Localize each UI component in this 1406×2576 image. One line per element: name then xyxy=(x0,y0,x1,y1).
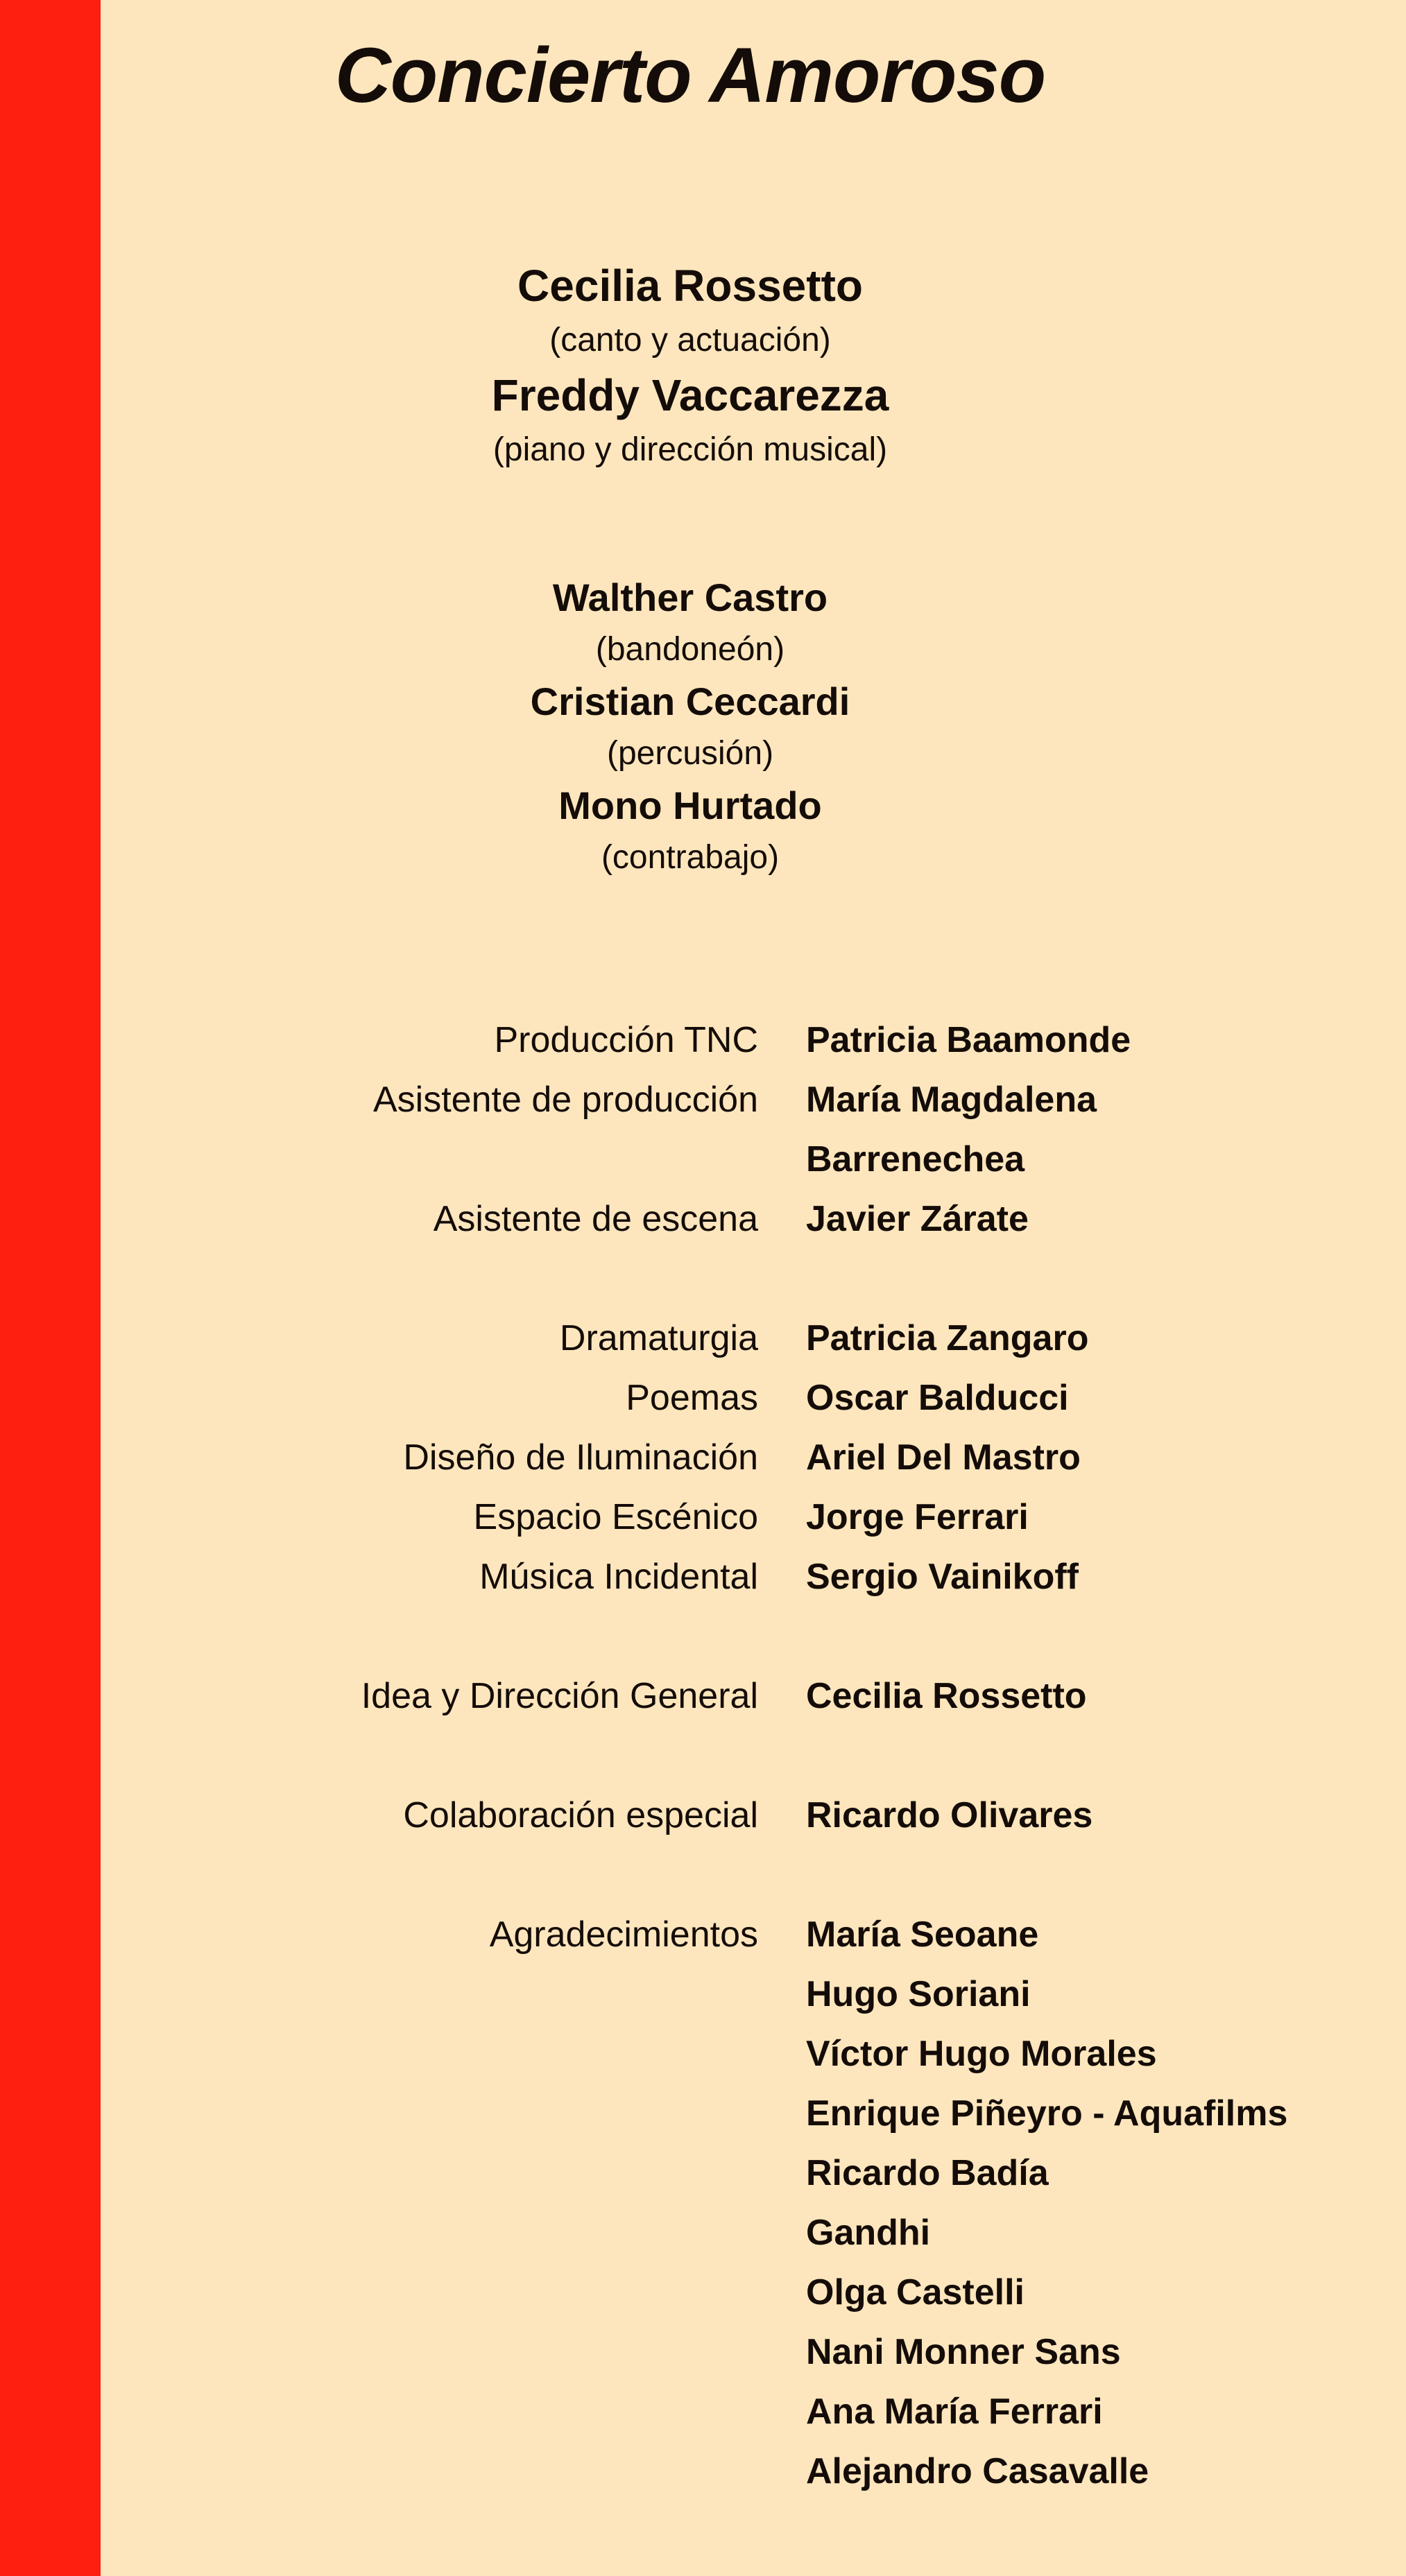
credit-name: Patricia Baamonde xyxy=(806,1020,1131,1060)
credit-label: Poemas xyxy=(626,1378,758,1418)
lead-name: Freddy Vaccarezza xyxy=(491,370,889,420)
credit-label: Dramaturgia xyxy=(559,1318,758,1358)
credit-name: Barrenechea xyxy=(806,1139,1025,1179)
credit-label: Producción TNC xyxy=(494,1020,758,1060)
lead-name: Cecilia Rossetto xyxy=(517,261,863,311)
credit-name: Jorge Ferrari xyxy=(806,1497,1029,1537)
lead-performers xyxy=(101,258,1280,477)
red-margin-band xyxy=(0,0,101,2576)
lead-role: (canto y actuación) xyxy=(549,322,831,358)
credit-label: Espacio Escénico xyxy=(473,1497,758,1537)
credit-values xyxy=(806,1487,1406,1547)
credit-values xyxy=(806,1308,1406,1368)
musician-name: Cristian Ceccardi xyxy=(530,680,850,723)
credit-name: Olga Castelli xyxy=(806,2272,1025,2313)
musician-role: (percusión) xyxy=(606,735,774,772)
credit-label: Agradecimientos xyxy=(489,1914,758,1955)
credit-name: María Seoane xyxy=(806,1914,1039,1955)
credit-label: Música Incidental xyxy=(479,1557,758,1597)
page-title: Concierto Amoroso xyxy=(334,32,1046,119)
credit-values xyxy=(806,1547,1406,1607)
credit-label: Asistente de producción xyxy=(372,1080,758,1120)
credit-label: Asistente de escena xyxy=(433,1199,758,1239)
credit-label: Diseño de Iluminación xyxy=(403,1437,758,1478)
musician-name: Mono Hurtado xyxy=(558,784,822,827)
credit-name: Gandhi xyxy=(806,2213,931,2253)
credit-name: Patricia Zangaro xyxy=(806,1318,1089,1358)
credit-name: Oscar Balducci xyxy=(806,1378,1069,1418)
credit-values xyxy=(806,1786,1406,1845)
credit-values xyxy=(806,1010,1406,1070)
musicians xyxy=(101,571,1280,883)
credit-values xyxy=(806,1905,1406,2501)
credit-label: Colaboración especial xyxy=(403,1795,758,1835)
credit-name: Ariel Del Mastro xyxy=(806,1437,1081,1478)
credit-name: Hugo Soriani xyxy=(806,1974,1031,2014)
credit-label: Idea y Dirección General xyxy=(361,1676,758,1716)
musician-name: Walther Castro xyxy=(552,576,828,619)
credit-name: María Magdalena xyxy=(806,1080,1097,1120)
credit-name: Enrique Piñeyro - Aquafilms xyxy=(806,2093,1288,2134)
lead-role: (piano y dirección musical) xyxy=(492,431,888,468)
credit-name: Javier Zárate xyxy=(806,1199,1029,1239)
credit-values xyxy=(806,1070,1406,1189)
credit-values xyxy=(806,1666,1406,1726)
credit-name: Ana María Ferrari xyxy=(806,2392,1103,2432)
credit-name: Nani Monner Sans xyxy=(806,2332,1121,2372)
credit-values xyxy=(806,1368,1406,1428)
program-page xyxy=(101,0,1406,2576)
credit-values xyxy=(806,1189,1406,1249)
credit-name: Alejandro Casavalle xyxy=(806,2451,1149,2491)
credit-name: Cecilia Rossetto xyxy=(806,1676,1087,1716)
credit-values xyxy=(806,1428,1406,1487)
credit-name: Víctor Hugo Morales xyxy=(806,2034,1157,2074)
credit-name: Ricardo Badía xyxy=(806,2153,1049,2193)
musician-role: (contrabajo) xyxy=(601,839,780,876)
musician-role: (bandoneón) xyxy=(595,631,785,668)
credit-name: Ricardo Olivares xyxy=(806,1795,1093,1835)
credit-name: Sergio Vainikoff xyxy=(806,1557,1079,1597)
